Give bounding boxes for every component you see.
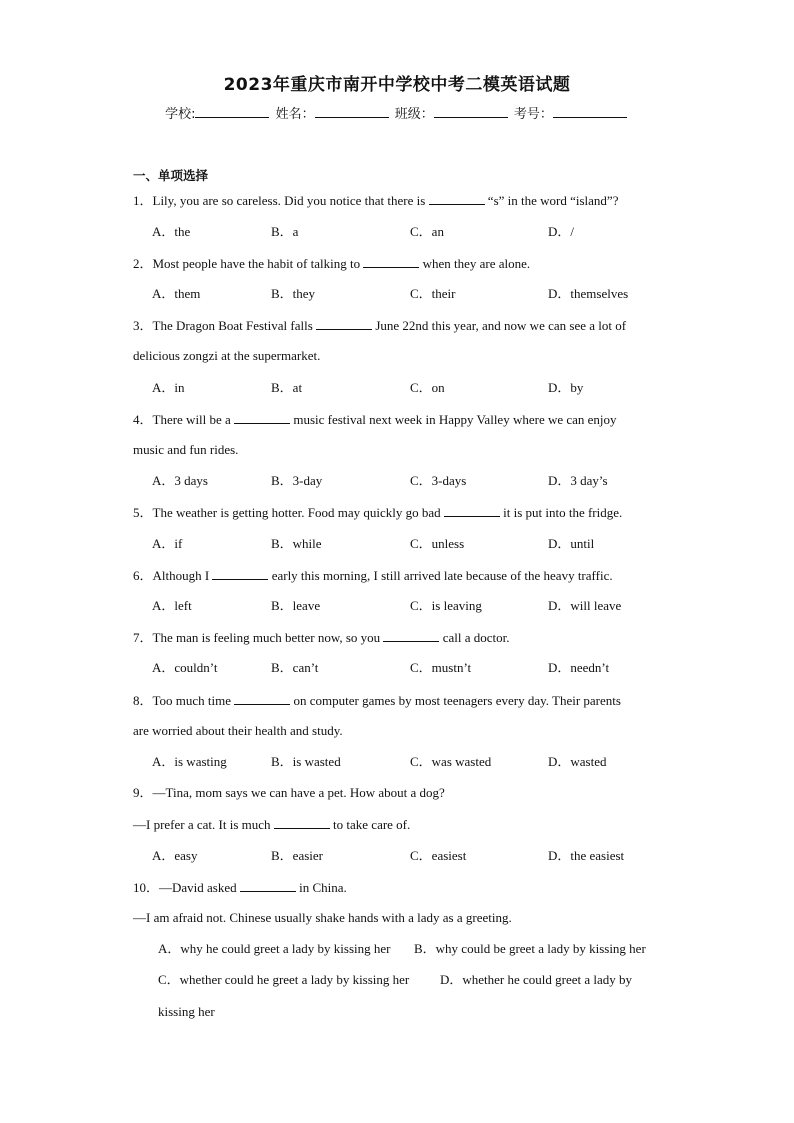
question-2: [133, 255, 530, 272]
option-a[interactable]: A．left: [152, 598, 192, 613]
section-title: 一、单项选择: [133, 168, 209, 183]
question-5: [133, 504, 622, 521]
question-text: 8．Too much time: [133, 693, 232, 708]
option-c[interactable]: C．their: [410, 286, 456, 301]
options-10-row3: [0, 1004, 794, 1020]
options-4: [0, 473, 794, 489]
answer-blank: [212, 567, 268, 580]
question-text: on computer games by most teenagers every day. Their parents: [290, 693, 621, 708]
options-3: [0, 380, 794, 396]
options-2: [0, 286, 794, 302]
question-4-cont: music and fun rides.: [133, 442, 239, 457]
options-8: [0, 754, 794, 770]
answer-blank: [316, 317, 372, 330]
option-a[interactable]: A．the: [152, 224, 191, 239]
option-d-cont: kissing her: [158, 1004, 215, 1019]
option-a[interactable]: A．3 days: [152, 473, 208, 488]
option-a[interactable]: A．couldn’t: [152, 660, 218, 675]
question-text: “s” in the word “island”?: [484, 193, 619, 208]
option-d[interactable]: D．until: [548, 536, 595, 551]
exam-no-field[interactable]: [553, 105, 627, 118]
option-c[interactable]: C．is leaving: [410, 598, 482, 613]
option-a[interactable]: A．if: [152, 536, 183, 551]
question-text: 1．Lily, you are so careless. Did you notice that there is: [133, 193, 426, 208]
question-text: music festival next week in Happy Valley where we can enjoy: [290, 412, 617, 427]
options-5: [0, 536, 794, 552]
option-b[interactable]: B．a: [271, 224, 299, 239]
class-label: 班级：: [394, 107, 434, 122]
question-3-cont: delicious zongzi at the supermarket.: [133, 348, 321, 363]
answer-blank: [444, 504, 500, 517]
question-6: [133, 567, 613, 584]
question-10: [133, 879, 347, 896]
option-c[interactable]: C．easiest: [410, 848, 467, 863]
question-8-cont: are worried about their health and study.: [133, 723, 343, 738]
class-field[interactable]: [434, 105, 508, 118]
option-b[interactable]: B．leave: [271, 598, 321, 613]
option-d[interactable]: D．whether he could greet a lady by: [440, 972, 633, 987]
school-label: 学校:: [165, 107, 196, 122]
option-a[interactable]: A．easy: [152, 848, 198, 863]
answer-blank: [429, 192, 485, 205]
option-b[interactable]: B．at: [271, 380, 303, 395]
options-10-row1: [0, 941, 794, 957]
option-a[interactable]: A．them: [152, 286, 201, 301]
exam-no-label: 考号：: [513, 107, 553, 122]
options-10-row2: [0, 972, 794, 988]
option-d[interactable]: D．wasted: [548, 754, 607, 769]
question-text: —I prefer a cat. It is much: [133, 817, 271, 832]
question-text: 7．The man is feeling much better now, so you: [133, 630, 381, 645]
option-c[interactable]: C．3-days: [410, 473, 467, 488]
question-text: to take care of.: [329, 817, 411, 832]
option-b[interactable]: B．3-day: [271, 473, 323, 488]
answer-blank: [383, 629, 439, 642]
answer-blank: [363, 255, 419, 268]
option-a[interactable]: A．why he could greet a lady by kissing her: [158, 941, 391, 956]
options-6: [0, 598, 794, 614]
option-c[interactable]: C．an: [410, 224, 444, 239]
option-a[interactable]: A．in: [152, 380, 185, 395]
question-text: 2．Most people have the habit of talking to: [133, 256, 361, 271]
answer-blank: [234, 692, 290, 705]
option-d[interactable]: D．will leave: [548, 598, 622, 613]
answer-blank: [274, 816, 330, 829]
options-9: [0, 848, 794, 864]
answer-blank: [234, 411, 290, 424]
option-b[interactable]: B．why could be greet a lady by kissing her: [414, 941, 646, 956]
page-title: 2023年重庆市南开中学校中考二模英语试题: [223, 75, 571, 95]
option-b[interactable]: B．while: [271, 536, 322, 551]
option-d[interactable]: D．3 day’s: [548, 473, 608, 488]
option-c[interactable]: C．was wasted: [410, 754, 492, 769]
option-d[interactable]: D．needn’t: [548, 660, 610, 675]
question-text: June 22nd this year, and now we can see a lot of: [372, 318, 627, 333]
option-d[interactable]: D．the easiest: [548, 848, 625, 863]
option-c[interactable]: C．mustn’t: [410, 660, 472, 675]
option-d[interactable]: D．/: [548, 224, 575, 239]
option-c[interactable]: C．on: [410, 380, 445, 395]
question-10-cont: —I am afraid not. Chinese usually shake hands with a lady as a greeting.: [133, 910, 512, 925]
question-9: 9．—Tina, mom says we can have a pet. How about a dog?: [133, 785, 445, 800]
question-4: [133, 411, 617, 428]
student-info-row: [0, 103, 794, 122]
option-b[interactable]: B．can’t: [271, 660, 319, 675]
answer-blank: [240, 879, 296, 892]
question-text: early this morning, I still arrived late because of the heavy traffic.: [268, 568, 613, 583]
option-c[interactable]: C．whether could he greet a lady by kissing her: [158, 972, 410, 987]
question-text: call a doctor.: [439, 630, 510, 645]
option-d[interactable]: D．themselves: [548, 286, 629, 301]
question-3: [133, 317, 626, 334]
option-a[interactable]: A．is wasting: [152, 754, 227, 769]
question-text: 4．There will be a: [133, 412, 231, 427]
question-text: in China.: [295, 880, 347, 895]
question-text: it is put into the fridge.: [499, 505, 623, 520]
question-text: 3．The Dragon Boat Festival falls: [133, 318, 313, 333]
school-field[interactable]: [195, 105, 269, 118]
question-text: when they are alone.: [419, 256, 531, 271]
option-d[interactable]: D．by: [548, 380, 584, 395]
question-9-cont: [133, 816, 410, 833]
options-1: [0, 224, 794, 240]
option-b[interactable]: B．they: [271, 286, 316, 301]
option-b[interactable]: B．easier: [271, 848, 323, 863]
options-7: [0, 660, 794, 676]
option-b[interactable]: B．is wasted: [271, 754, 341, 769]
question-1: [133, 192, 618, 209]
question-7: [133, 629, 509, 646]
name-label: 姓名：: [275, 107, 315, 122]
question-text: 10．—David asked: [133, 880, 237, 895]
question-text: 6．Although I: [133, 568, 210, 583]
question-8: [133, 692, 621, 709]
option-c[interactable]: C．unless: [410, 536, 465, 551]
question-text: 5．The weather is getting hotter. Food may quickly go bad: [133, 505, 441, 520]
name-field[interactable]: [315, 105, 389, 118]
